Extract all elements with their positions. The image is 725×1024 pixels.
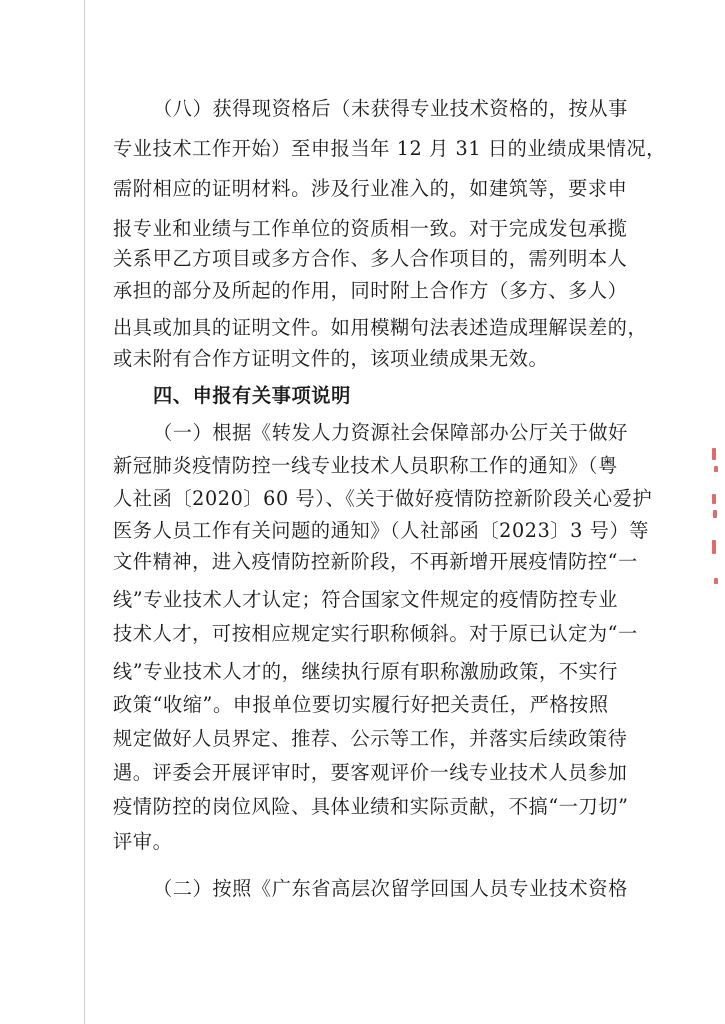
paragraph-8-line-6: 承担的部分及所起的作用，同时附上合作方（多方、多人） bbox=[113, 279, 628, 302]
paragraph-1-line-7: 技术人才，可按相应规定实行职称倾斜。对于原已认定为“一 bbox=[113, 622, 638, 645]
paragraph-1-line-11: 遇。评委会开展评审时，要客观评价一线专业技术人员参加 bbox=[113, 761, 628, 784]
paragraph-8-line-3: 需附相应的证明材料。涉及行业准入的，如建筑等，要求申 bbox=[113, 177, 628, 200]
paragraph-1-line-10: 规定做好人员界定、推荐、公示等工作，并落实后续政策待 bbox=[113, 727, 628, 750]
paragraph-1-line-8: 线”专业技术人才的，继续执行原有职称激励政策，不实行 bbox=[113, 660, 619, 683]
section-heading: 四、申报有关事项说明 bbox=[153, 384, 351, 407]
paragraph-8-line-7: 出具或加具的证明文件。如用模糊句法表述造成理解误差的， bbox=[113, 316, 648, 339]
paragraph-1-line-5: 文件精神，进入疫情防控新阶段，不再新增开展疫情防控“一 bbox=[113, 550, 638, 573]
seal-edge-marks bbox=[712, 448, 722, 588]
page-margin-line bbox=[84, 0, 85, 1024]
paragraph-1-line-6: 线”专业技术人才认定；符合国家文件规定的疫情防控专业 bbox=[113, 588, 619, 611]
paragraph-8-line-4: 报专业和业绩与工作单位的资质相一致。对于完成发包承揽 bbox=[113, 217, 628, 240]
paragraph-8-line-1: （八）获得现资格后（未获得专业技术资格的，按从事 bbox=[153, 97, 628, 120]
paragraph-1-line-12: 疫情防控的岗位风险、具体业绩和实际贡献，不搞“一刀切” bbox=[113, 795, 629, 818]
paragraph-8-line-5: 关系甲乙方项目或多方合作、多人合作项目的，需列明本人 bbox=[113, 247, 628, 270]
paragraph-1-line-1: （一）根据《转发人力资源社会保障部办公厅关于做好 bbox=[153, 421, 628, 444]
paragraph-8-line-8: 或未附有合作方证明文件的，该项业绩成果无效。 bbox=[113, 347, 549, 370]
paragraph-2-line-1: （二）按照《广东省高层次留学回国人员专业技术资格 bbox=[153, 877, 628, 900]
paragraph-1-line-2: 新冠肺炎疫情防控一线专业技术人员职称工作的通知》（粤 bbox=[113, 454, 618, 477]
paragraph-8-line-2: 专业技术工作开始）至申报当年 12 月 31 日的业绩成果情况， bbox=[113, 137, 666, 160]
paragraph-1-line-13: 评审。 bbox=[113, 830, 173, 853]
paragraph-1-line-9: 政策“收缩”。申报单位要切实履行好把关责任，严格按照 bbox=[113, 693, 609, 716]
paragraph-1-line-3: 人社函〔2020〕60 号）、《关于做好疫情防控新阶段关心爱护 bbox=[113, 487, 653, 510]
paragraph-1-line-4: 医务人员工作有关问题的通知》（人社部函〔2023〕3 号）等 bbox=[113, 519, 650, 542]
